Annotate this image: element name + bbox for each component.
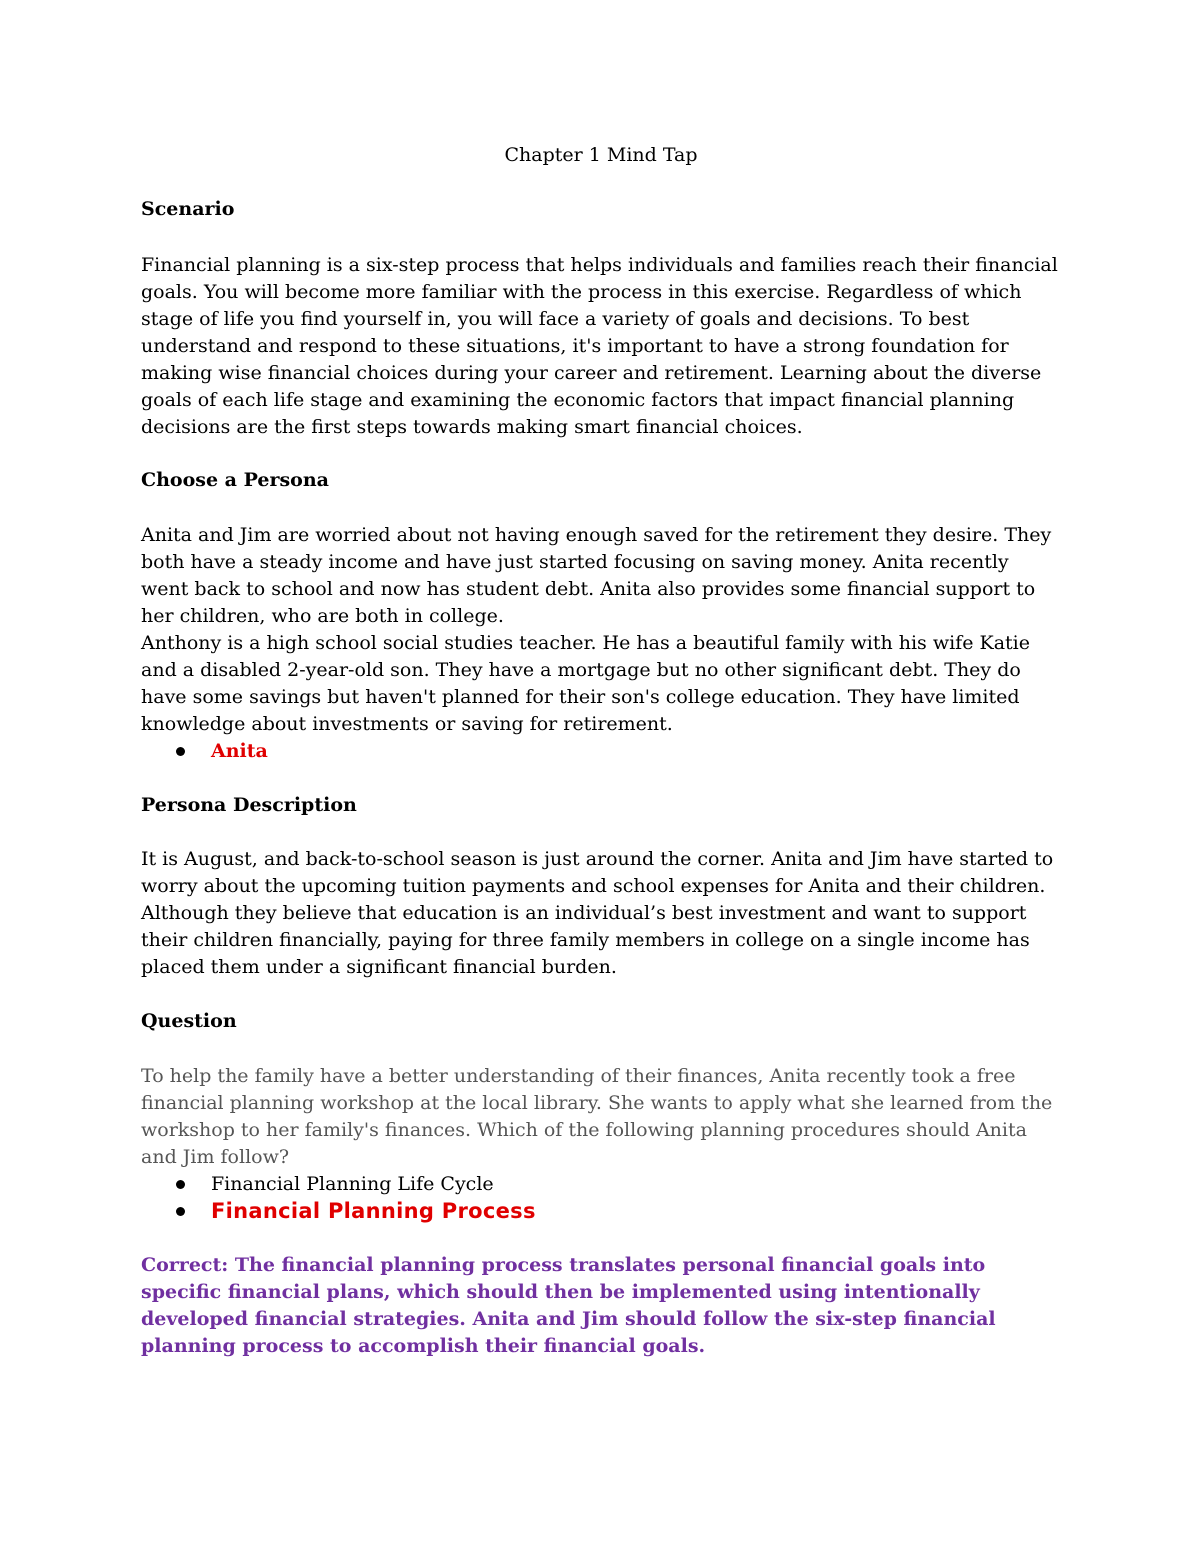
question-heading: Question [141,1010,237,1032]
scenario-text: Financial planning is a six-step process that helps individuals and families reach their financial goals. You will become more familiar with the process in this exercise. Regardless of which stage of life you find yourself in, you will face a variety of goals and decisions. To best understand and respond to these situations, it's important to have a strong foundation for making wise financial choices during your career and retirement. Learning about the diverse goals of each life stage and examining the economic factors that impact financial planning decisions are the first steps towards making smart financial choices. [141,254,1058,438]
answer-options-list [141,1171,536,1225]
persona-description-text: It is August, and back-to-school season is just around the corner. Anita and Jim have started to worry about the upcoming tuition payments and school expenses for Anita and their children. Although they believe that education is an individual’s best investment and want to support their children financially, paying for three family members in college on a single income has placed them under a significant financial burden. [141,848,1054,978]
correct-feedback: Correct: The financial planning process translates personal financial goals into specific financial plans, which should then be implemented using intentionally developed financial strategies. Anita and Jim should follow the six-step financial planning process to accomplish their financial goals. [141,1254,996,1357]
scenario-heading: Scenario [141,198,235,220]
choose-persona-heading: Choose a Persona [141,469,329,491]
bullet-icon [176,1207,185,1216]
persona-anita-text: Anita and Jim are worried about not having enough saved for the retirement they desire. They both have a steady income and have just started focusing on saving money. Anita recently went back to school and now has student debt. Anita also provides some financial support to her children, who are both in college. [141,524,1052,627]
page-title: Chapter 1 Mind Tap [504,144,698,166]
persona-description-heading: Persona Description [141,794,357,816]
persona-anthony-text: Anthony is a high school social studies teacher. He has a beautiful family with his wife Katie and a disabled 2-year-old son. They have a mortgage but no other significant debt. They do have some savings but haven't planned for their son's college education. They have limited knowledge about investments or saving for retirement. [141,632,1030,735]
list-item [141,738,268,765]
list-item [141,1198,536,1225]
option-life-cycle: Financial Planning Life Cycle [211,1173,494,1195]
question-text: To help the family have a better understanding of their finances, Anita recently took a free financial planning workshop at the local library. She wants to apply what she learned from the workshop to her family's finances. Which of the following planning procedures should Anita and Jim follow? [141,1065,1053,1168]
selected-persona: Anita [211,740,268,762]
persona-selection-list [141,738,268,765]
list-item [141,1171,536,1198]
bullet-icon [176,747,185,756]
bullet-icon [176,1180,185,1189]
option-planning-process: Financial Planning Process [211,1199,536,1223]
